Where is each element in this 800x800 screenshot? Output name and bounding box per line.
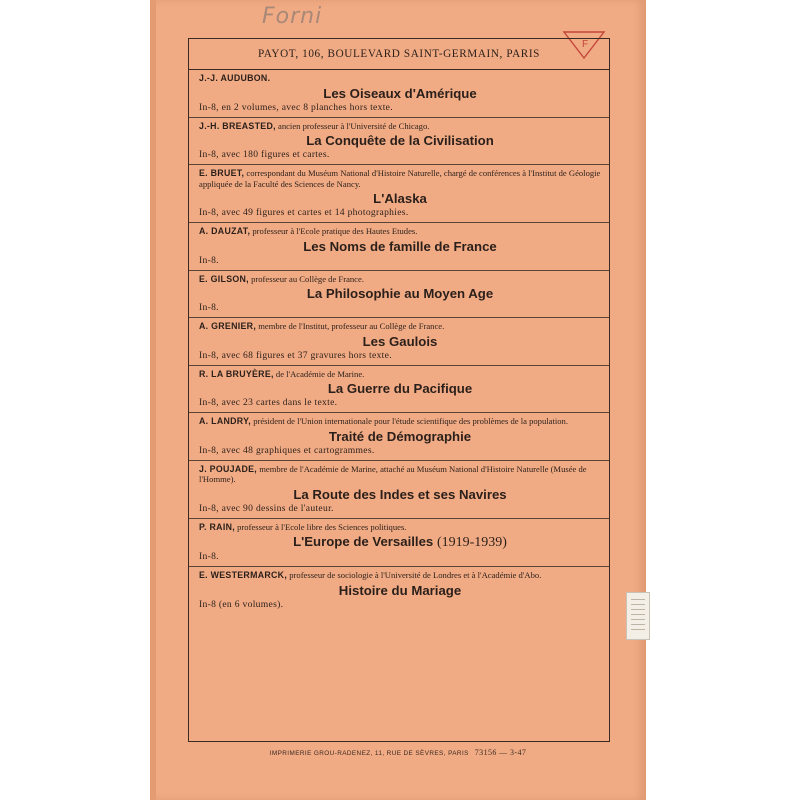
author-name: R. LA BRUYÈRE, — [199, 368, 274, 379]
author-name: A. DAUZAT, — [199, 226, 251, 236]
book-title: Les Noms de famille de France — [303, 238, 497, 254]
catalog-entry — [189, 318, 609, 366]
author-desc: président de l'Union internationale pour l'étude scientifique des problèmes de la population. — [253, 416, 568, 426]
book-title: L'Europe de Versailles — [293, 534, 434, 549]
book-format: In-8, avec 48 graphiques et cartogrammes. — [199, 444, 375, 456]
printer-footer — [188, 748, 608, 757]
catalog-entry — [189, 567, 609, 614]
author-desc: professeur au Collège de France. — [251, 273, 364, 284]
print-number: 73156 — 3-47 — [474, 748, 527, 757]
catalog-entry — [189, 461, 609, 519]
author-desc: professeur de sociologie à l'Université de Londres et à l'Académie d'Abo. — [289, 570, 542, 580]
library-label — [626, 592, 650, 640]
book-format: In-8, avec 49 figures et cartes et 14 photographies. — [199, 207, 409, 218]
author-name: E. GILSON, — [199, 273, 249, 284]
book-format: In-8, avec 90 dessins de l'auteur. — [199, 502, 334, 514]
book-title: Les Gaulois — [362, 333, 438, 349]
catalog-entry — [189, 366, 609, 414]
stamp-letter: F — [582, 39, 589, 50]
author-name: J.-J. AUDUBON. — [199, 73, 271, 83]
book-format: In-8, en 2 volumes, avec 8 planches hors texte. — [199, 101, 393, 113]
book-title: Les Oiseaux d'Amérique — [323, 85, 477, 101]
book-format: In-8 (en 6 volumes). — [199, 598, 284, 610]
catalog-entry — [189, 118, 609, 166]
catalog-entry — [189, 413, 609, 461]
author-name: E. BRUET, — [199, 168, 245, 178]
author-name: E. WESTERMARCK, — [199, 570, 288, 580]
book-format: In-8, avec 68 figures et 37 gravures hors texte. — [199, 349, 392, 361]
author-desc: membre de l'Institut, professeur au Collège de France. — [258, 321, 445, 331]
cover-edge — [150, 0, 156, 800]
book-title: La Philosophie au Moyen Age — [306, 286, 494, 301]
book-format: In-8. — [199, 302, 219, 313]
catalog-entry — [189, 165, 609, 223]
author-desc: professeur à l'Ecole pratique des Hautes Etudes. — [252, 226, 418, 236]
book-title: Traité de Démographie — [328, 428, 472, 444]
author-desc: professeur à l'Ecole libre des Sciences politiques. — [237, 521, 407, 532]
catalog-entry — [189, 70, 609, 118]
author-name: J.-H. BREASTED, — [199, 120, 276, 131]
author-name: A. LANDRY, — [199, 416, 252, 426]
author-name: J. POUJADE, — [199, 463, 258, 474]
catalog-entry — [189, 519, 609, 568]
book-title: La Route des Indes et ses Navires — [293, 486, 507, 502]
publisher-header: PAYOT, 106, BOULEVARD SAINT-GERMAIN, PARIS — [189, 39, 609, 70]
pencil-note: Forni — [262, 4, 323, 29]
author-desc: ancien professeur à l'Université de Chicago. — [278, 120, 430, 131]
book-format: In-8, avec 180 figures et cartes. — [199, 149, 330, 160]
catalog-frame — [188, 38, 610, 742]
printer-name: IMPRIMERIE GROU-RADENEZ, 11, RUE DE SÈVRES, PARIS — [269, 750, 469, 757]
book-title: L'Alaska — [373, 191, 427, 206]
author-desc: de l'Académie de Marine. — [275, 368, 365, 379]
author-name: P. RAIN, — [199, 521, 235, 532]
author-desc: membre de l'Académie de Marine, attaché au Muséum National d'Histoire Naturelle (Musée de l'Homme). — [199, 463, 587, 484]
author-name: A. GRENIER, — [199, 321, 257, 331]
book-format: In-8, avec 23 cartes dans le texte. — [199, 397, 338, 408]
book-format: In-8. — [199, 551, 219, 562]
author-desc: correspondant du Muséum National d'Histoire Naturelle, chargé de conférences à l'Institut de Géologie appliquée de la Faculté des Sciences de Nancy. — [199, 168, 601, 189]
book-title-years: (1919-1939) — [436, 535, 507, 550]
catalog-entry — [189, 223, 609, 271]
catalog-entry — [189, 271, 609, 319]
book-title: La Conquête de la Civilisation — [306, 133, 494, 148]
book-title: La Guerre du Pacifique — [327, 381, 473, 396]
book-title: Histoire du Mariage — [338, 582, 462, 598]
label-lines — [631, 599, 645, 633]
book-format: In-8. — [199, 254, 219, 266]
